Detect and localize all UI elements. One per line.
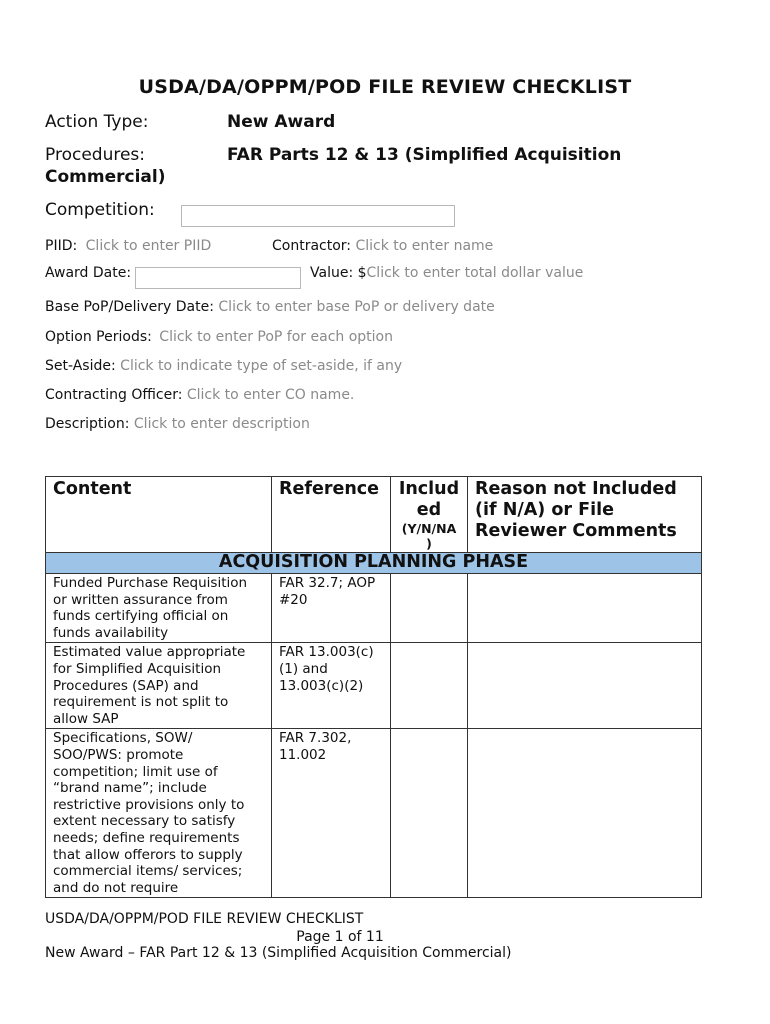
award-date-input[interactable] xyxy=(135,267,301,289)
table-header-row xyxy=(46,477,702,553)
phase-heading: ACQUISITION PLANNING PHASE xyxy=(46,553,702,574)
table-row xyxy=(46,643,702,729)
option-periods-field[interactable] xyxy=(45,329,393,345)
row-reference: FAR 32.7; AOP #20 xyxy=(272,574,391,643)
description-label: Description: xyxy=(45,416,130,432)
row-reference: FAR 7.302, 11.002 xyxy=(272,729,391,898)
row-reason-input[interactable] xyxy=(468,729,702,898)
piid-placeholder: Click to enter PIID xyxy=(85,238,212,254)
table-row xyxy=(46,729,702,898)
procedures-value-continued: Commercial) xyxy=(45,167,166,187)
footer-title: USDA/DA/OPPM/POD FILE REVIEW CHECKLIST xyxy=(45,911,364,927)
col-header-included xyxy=(391,477,468,553)
base-pop-placeholder: Click to enter base PoP or delivery date xyxy=(218,299,495,315)
review-checklist-table xyxy=(45,476,702,898)
col-header-included-sub: (Y/N/NA ) xyxy=(401,521,457,551)
set-aside-placeholder: Click to indicate type of set-aside, if any xyxy=(120,358,403,374)
col-header-reference: Reference xyxy=(272,477,391,553)
award-date-label: Award Date: xyxy=(45,265,132,281)
piid-label: PIID: xyxy=(45,238,78,254)
footer-page-number: Page 1 of 11 xyxy=(296,929,384,945)
value-placeholder: Click to enter total dollar value xyxy=(366,265,584,281)
col-header-included-label: Includ ed xyxy=(398,479,460,520)
contractor-field[interactable] xyxy=(272,238,493,254)
row-content: Specifications, SOW/ SOO/PWS: promote competition; limit use of “brand name”; include restrictive provisions only to extent necessary to satisfy needs; define requirements that allow offerors to supply commercial items/ services; and do not require xyxy=(46,729,272,898)
procedures-value: FAR Parts 12 & 13 (Simplified Acquisition xyxy=(227,145,622,165)
row-content: Funded Purchase Requisition or written assurance from funds certifying official on funds availability xyxy=(46,574,272,643)
table-row xyxy=(46,574,702,643)
col-header-reason: Reason not Included (if N/A) or File Reviewer Comments xyxy=(468,477,702,553)
action-type-label: Action Type: xyxy=(45,112,149,132)
piid-field[interactable] xyxy=(45,238,211,254)
value-field[interactable] xyxy=(310,265,583,281)
footer-subtitle: New Award – FAR Part 12 & 13 (Simplified Acquisition Commercial) xyxy=(45,945,512,961)
row-included-input[interactable] xyxy=(391,574,468,643)
row-content: Estimated value appropriate for Simplified Acquisition Procedures (SAP) and requirement is not split to allow SAP xyxy=(46,643,272,729)
competition-label: Competition: xyxy=(45,200,155,220)
contractor-label: Contractor: xyxy=(272,238,352,254)
row-reason-input[interactable] xyxy=(468,574,702,643)
set-aside-label: Set-Aside: xyxy=(45,358,116,374)
description-field[interactable] xyxy=(45,416,310,432)
page-title: USDA/DA/OPPM/POD FILE REVIEW CHECKLIST xyxy=(138,76,632,98)
phase-row xyxy=(46,553,702,574)
procedures-label: Procedures: xyxy=(45,145,145,165)
co-label: Contracting Officer: xyxy=(45,387,183,403)
row-included-input[interactable] xyxy=(391,729,468,898)
col-header-content: Content xyxy=(46,477,272,553)
option-periods-placeholder: Click to enter PoP for each option xyxy=(159,329,393,345)
row-included-input[interactable] xyxy=(391,643,468,729)
option-periods-label: Option Periods: xyxy=(45,329,152,345)
co-placeholder: Click to enter CO name. xyxy=(186,387,355,403)
base-pop-label: Base PoP/Delivery Date: xyxy=(45,299,214,315)
row-reason-input[interactable] xyxy=(468,643,702,729)
contracting-officer-field[interactable] xyxy=(45,387,354,403)
row-reference: FAR 13.003(c)(1) and 13.003(c)(2) xyxy=(272,643,391,729)
competition-input[interactable] xyxy=(181,205,455,227)
action-type-value: New Award xyxy=(227,112,336,132)
description-placeholder: Click to enter description xyxy=(133,416,310,432)
base-pop-field[interactable] xyxy=(45,299,495,315)
set-aside-field[interactable] xyxy=(45,358,402,374)
contractor-placeholder: Click to enter name xyxy=(355,238,494,254)
value-label: Value: $ xyxy=(310,265,367,281)
